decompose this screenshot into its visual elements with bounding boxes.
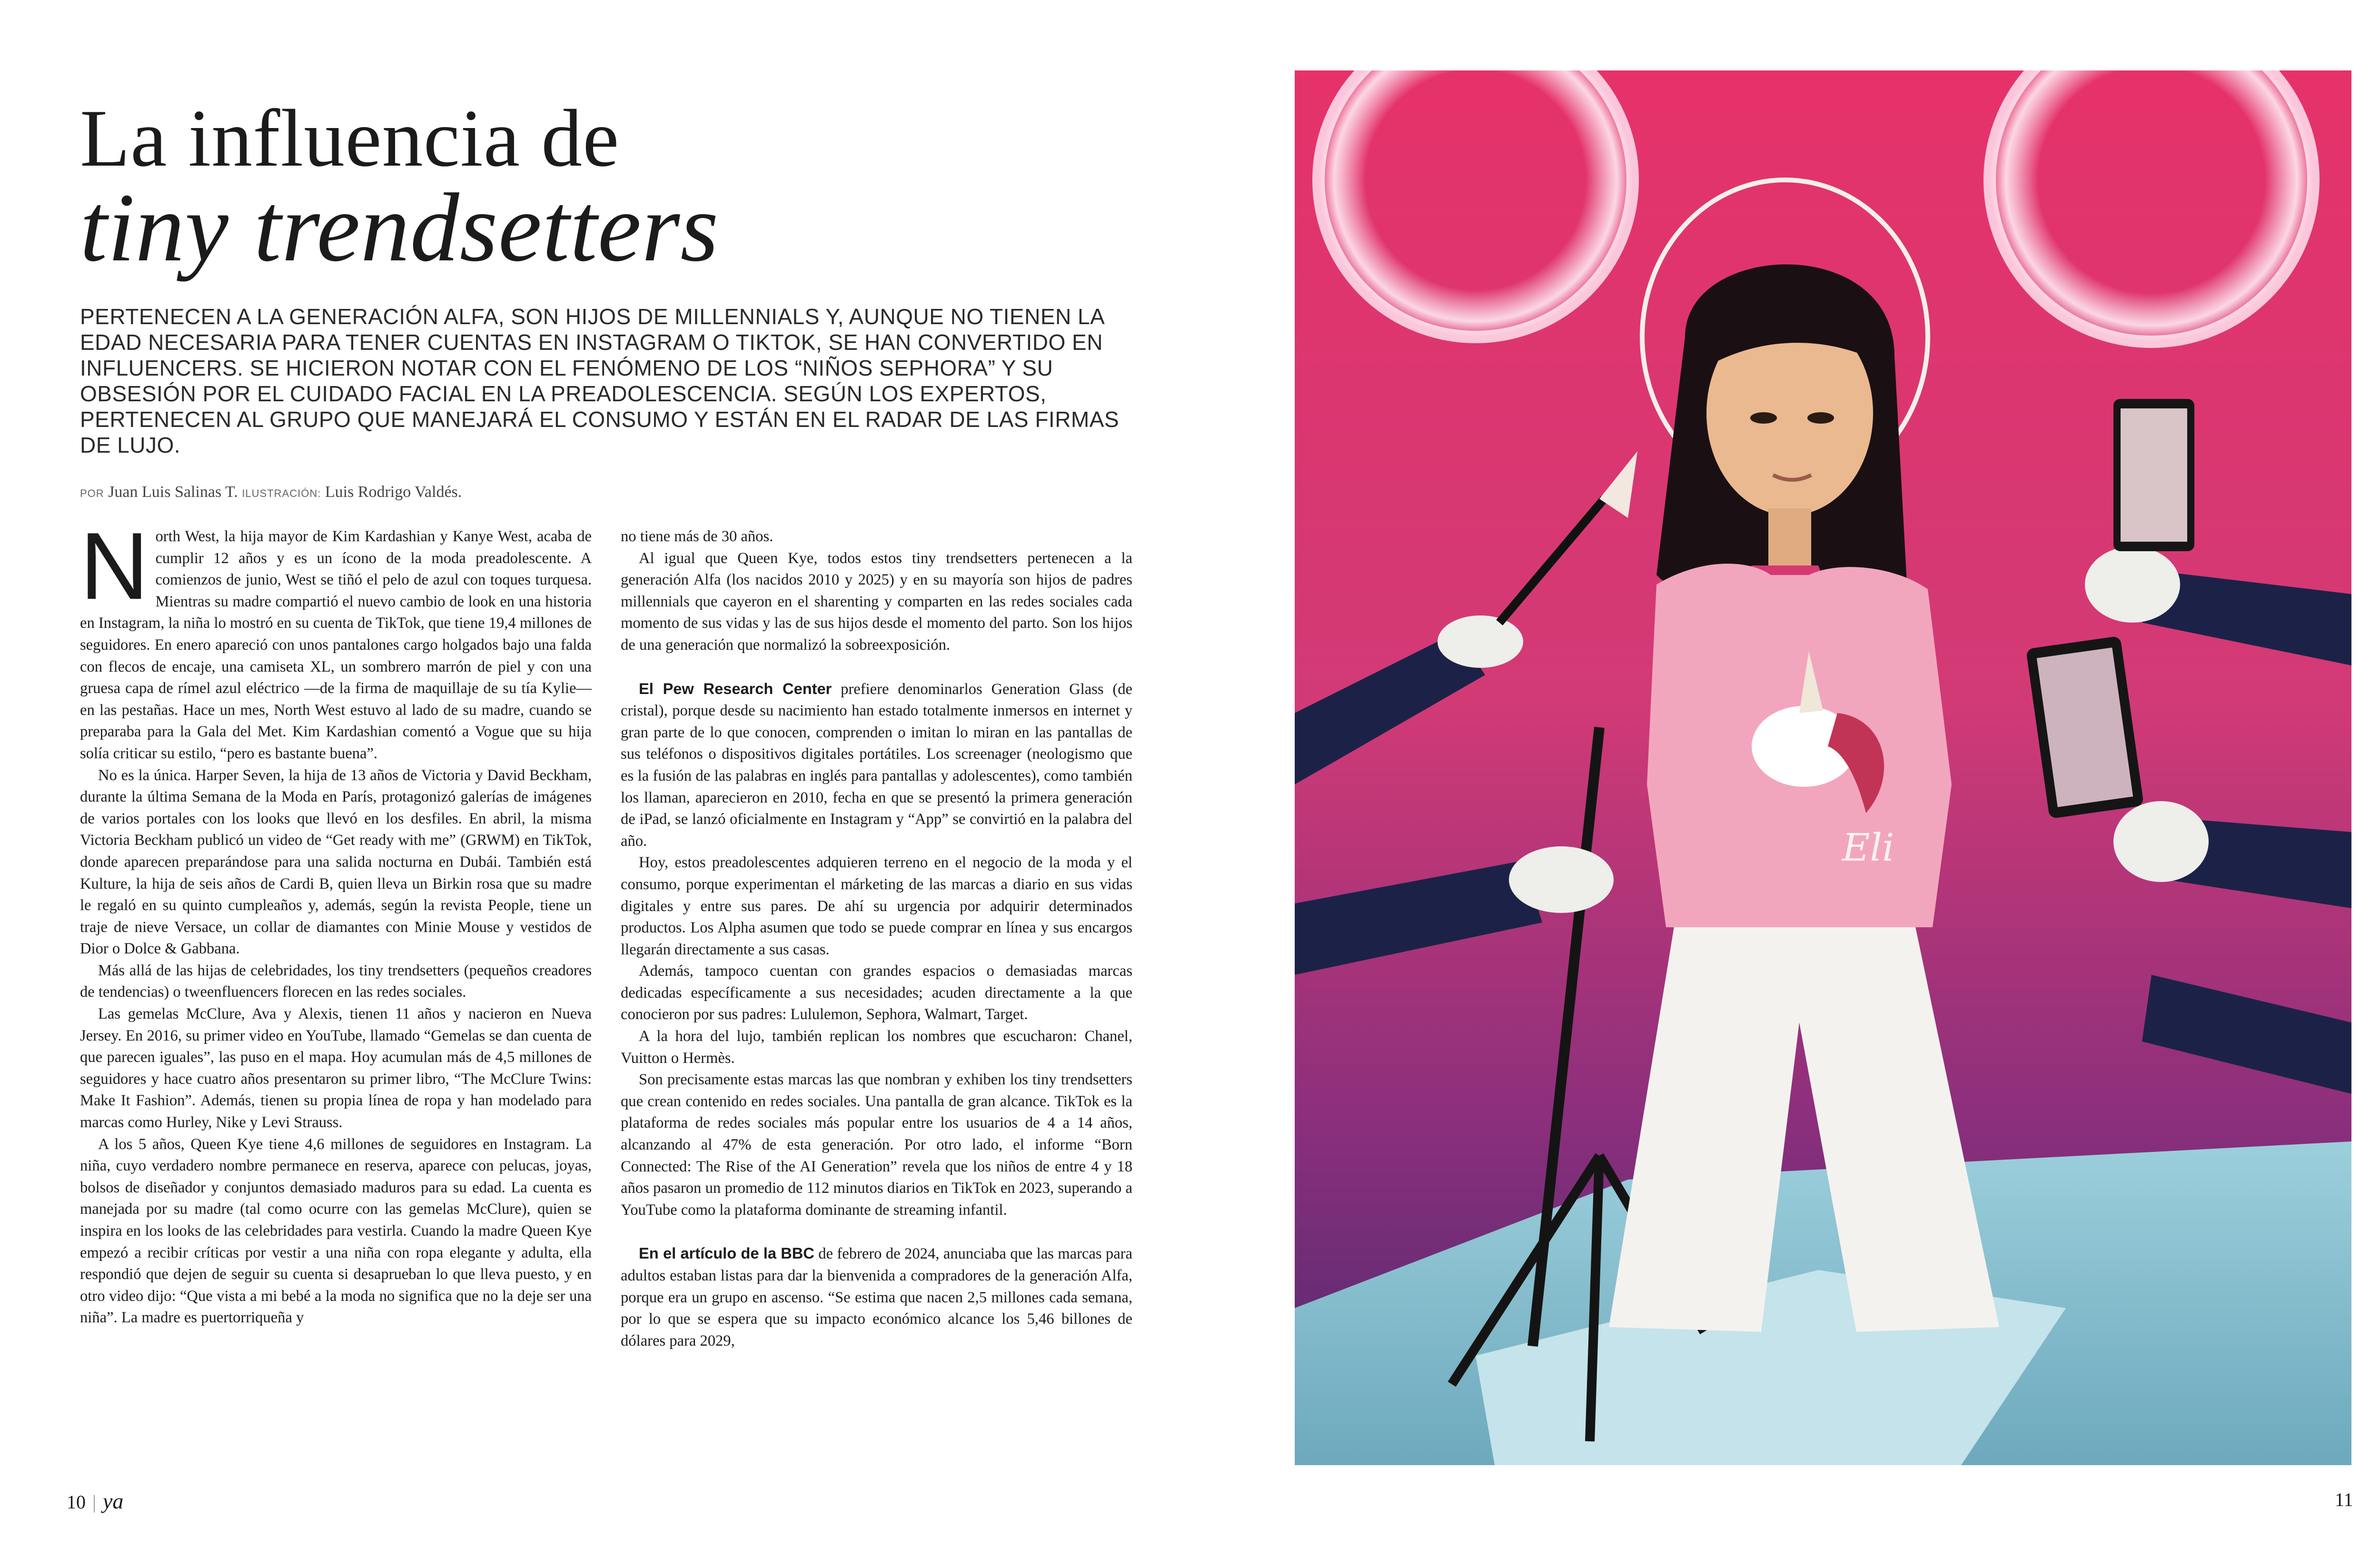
byline-por-label: POR: [80, 487, 104, 499]
byline-illustration-label: ILUSTRACIÓN:: [242, 487, 321, 499]
paragraph: A la hora del lujo, también replican los nombres que escucharon: Chanel, Vuitton o Hermès.: [621, 1028, 1132, 1067]
byline-author: Juan Luis Salinas T.: [108, 483, 238, 501]
paragraph: no tiene más de 30 años.: [621, 528, 774, 545]
illustration: [1295, 70, 2351, 1465]
magazine-logo: ya: [103, 1489, 124, 1513]
body-column-2: [621, 526, 1132, 1352]
sweater-name: Eli: [1842, 825, 1894, 870]
lead-in: El Pew Research Center: [639, 679, 832, 697]
lead-in: En el artículo de la BBC: [639, 1244, 814, 1262]
folio-separator: |: [92, 1491, 97, 1513]
neck: [1768, 508, 1811, 565]
headline-line2: tiny trendsetters: [80, 173, 719, 282]
paragraph: Al igual que Queen Kye, todos estos tiny trendsetters pertenecen a la generación Alfa (los nacidos 2010 y 2025) y en su mayoría son hijos de padres millennials que cayeron en el sharenting y comparten en las redes sociales cada momento de sus vidas y las de sus hijos desde el momento del parto. Son los hijos de una generación que normalizó la sobreexposición.: [621, 549, 1132, 654]
paragraph-text: de febrero de 2024, anunciaba que las marcas para adultos estaban listas para dar la bienvenida a compradores de la generación Alfa, porque era un grupo en ascenso. “Se estima que nacen 2,5 millones cada semana, por lo que se espera que su impacto económico alcance los 5,46 billones de dólares para 2029,: [621, 1245, 1132, 1349]
byline: [80, 483, 462, 501]
page-number-left: 10: [67, 1491, 86, 1513]
paragraph: A los 5 años, Queen Kye tiene 4,6 millones de seguidores en Instagram. La niña, cuyo verdadero nombre permanece en reserva, aparece con pelucas, joyas, bolsos de diseñador y conjuntos demasiado maduros para su edad. La cuenta es manejada por su madre (tal como ocurre con las gemelas McClure), quien se inspira en los looks de las celebridades para vestirla. Cuando la madre Queen Kye empezó a recibir críticas por vestir a una niña con ropa elegante y adulta, ella respondió que dejen de seguir su cuenta si desaprueban lo que lleva puesto, y en otro video dijo: “Que vista a mi bebé a la moda no significa que no la deje ser una niña”. La madre es puertorriqueña y: [80, 1135, 592, 1327]
paragraph: Son precisamente estas marcas las que nombran y exhiben los tiny trendsetters que crean contenido en redes sociales. Una pantalla de gran alcance. TikTok es la plataforma de redes sociales más popular entre los usuarios de 4 a 14 años, alcanzando al 47% de esta generación. Por otro lado, el informe “Born Connected: The Rise of the AI Generation” revela que los niños de entre 4 y 18 años pasaron un promedio de 112 minutos diarios en TikTok en 2023, superando a YouTube como la plataforma dominante de streaming infantil.: [621, 1071, 1132, 1219]
paragraph: [80, 513, 592, 765]
byline-illustrator: Luis Rodrigo Valdés.: [325, 483, 462, 501]
paragraph: Las gemelas McClure, Ava y Alexis, tienen 11 años y nacieron en Nueva Jersey. En 2016, su primer video en YouTube, llamado “Gemelas se dan cuenta de que parecen iguales”, las puso en el mapa. Hoy acumulan más de 4,5 millones de seguidores y hace cuatro años presentaron su primer libro, “The McClure Twins: Make It Fashion”. Además, tienen su propia línea de ropa y han modelado para marcas como Hurley, Nike y Levi Strauss.: [80, 1005, 592, 1131]
body-column-1: [80, 513, 592, 1329]
page-number-right: 11: [2335, 1489, 2353, 1510]
paragraph: [621, 678, 1132, 853]
left-eye: [1750, 412, 1777, 424]
headline-line1: La influencia de: [80, 93, 620, 184]
folio-left: [67, 1488, 123, 1514]
paragraph: [621, 1242, 1132, 1352]
paragraph: No es la única. Harper Seven, la hija de 13 años de Victoria y David Beckham, durante la última Semana de la Moda en París, protagonizó galerías de imágenes de varios portales con los looks que llevó en los desfiles. En abril, la misma Victoria Beckham publicó un video de “Get ready with me” (GRWM) en TikTok, donde aparecen preparándose para una salida nocturna en Dubái. También está Kulture, la hija de seis años de Cardi B, quien lleva un Birkin rosa que su madre le regaló en su quinto cumpleaños y, además, según la revista People, tiene un traje de nieve Versace, un collar de diamantes con Minie Mouse y vestidos de Dior o Dolce & Gabbana.: [80, 766, 592, 958]
paragraph-text: prefiere denominarlos Generation Glass (de cristal), porque desde su nacimiento han estado totalmente inmersos en internet y gran parte de lo que conocen, comprenden o imitan lo miran en las pantallas de sus teléfonos o dispositivos digitales portátiles. Los screenager (neologismo que es la fusión de las palabras en inglés para pantallas y adolescentes), como también los llaman, aparecieron en 2010, fecha en que se presentó la primera generación de iPad, se lanzó oficialmente en Instagram y “App” se convirtió en la palabra del año.: [621, 680, 1133, 850]
drop-cap: N: [80, 513, 149, 619]
paragraph-text: orth West, la hija mayor de Kim Kardashian y Kanye West, acaba de cumplir 12 años y es un ícono de la moda preadolescente. A comienzos de junio, West se tiñó el pelo de azul con toques turquesa. Mientras su madre compartió el nuevo cambio de look en una historia en Instagram, la niña lo mostró en su cuenta de TikTok, que tiene 19,4 millones de seguidores. En enero apareció con unos pantalones cargo holgados bajo una falda con flecos de encaje, una camiseta XL, un sombrero marrón de piel y con una gruesa capa de rímel azul eléctrico —de la firma de maquillaje de su tía Kylie— en las pestañas. Hace un mes, North West estuvo al lado de su madre, cuando se preparaba para la Gala del Met. Kim Kardashian comentó a Vogue que su hija solía criticar su estilo, “pero es bastante buena”.: [80, 528, 592, 762]
paragraph: Además, tampoco cuentan con grandes espacios o demasiadas marcas dedicadas específicamente a sus necesidades; acuden directamente a la que conocieron por sus padres: Lululemon, Sephora, Walmart, Target.: [621, 962, 1132, 1023]
right-eye: [1807, 412, 1834, 424]
paragraph: Más allá de las hijas de celebridades, los tiny trendsetters (pequeños creadores de tendencias) o tweenfluencers florecen en las redes sociales.: [80, 962, 592, 1001]
illustration-artwork: [1295, 70, 2351, 1465]
standfirst: PERTENECEN A LA GENERACIÓN ALFA, SON HIJOS DE MILLENNIALS Y, AUNQUE NO TIENEN LA EDAD NECESARIA PARA TENER CUENTAS EN INSTAGRAM O TIKTOK, SE HAN CONVERTIDO EN INFLUENCERS. SE HICIERON NOTAR CON EL FENÓMENO DE LOS “NIÑOS SEPHORA” Y SU OBSESIÓN POR EL CUIDADO FACIAL EN LA PREADOLESCENCIA. SEGÚN LOS EXPERTOS, PERTENECEN AL GRUPO QUE MANEJARÁ EL CONSUMO Y ESTÁN EN EL RADAR DE LAS FIRMAS DE LUJO.: [80, 304, 1120, 457]
paragraph: Hoy, estos preadolescentes adquieren terreno en el negocio de la moda y el consumo, porque experimentan el márketing de las marcas a diario en sus vidas digitales y entre sus pares. De ahí su urgencia por adquirir determinados productos. Los Alpha asumen que todo se puede comprar en línea y sus encargos llegarán directamente a sus casas.: [621, 854, 1132, 958]
